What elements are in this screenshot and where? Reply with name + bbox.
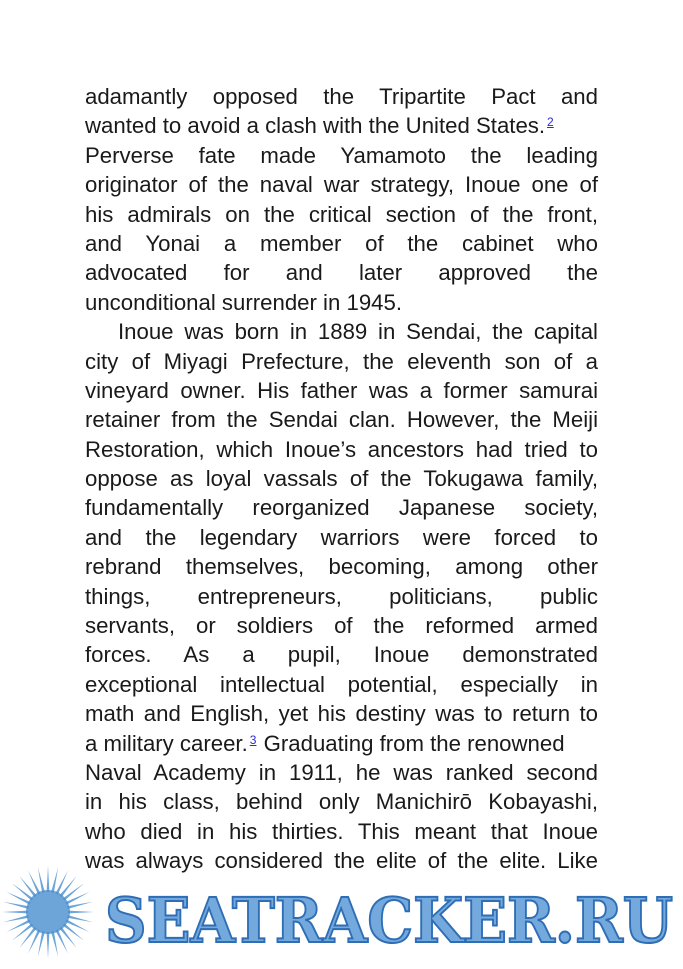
- sun-ray: [68, 911, 94, 914]
- sun-ray: [55, 871, 68, 895]
- text-line: vineyard owner. His father was a former samurai: [85, 377, 598, 403]
- sun-core: [26, 890, 70, 934]
- text-line: [85, 111, 598, 140]
- sun-ray: [65, 892, 89, 905]
- text-line: retainer from the Sendai clan. However, the Meiji: [85, 407, 598, 433]
- sun-ray: [7, 919, 31, 932]
- sun-ray: [28, 871, 41, 895]
- watermark-text: SEATRACKER.RU: [105, 884, 673, 957]
- page-body: [85, 82, 598, 876]
- sun-ray: [63, 883, 84, 900]
- text-line: servants, or soldiers of the reformed armed: [85, 613, 598, 639]
- sun-ray: [3, 915, 29, 922]
- text-line: math and English, yet his destiny was to return to: [85, 701, 598, 727]
- text-line: Perverse fate made Yamamoto the leading: [85, 142, 598, 168]
- text-line: fundamentally reorganized Japanese society,: [85, 495, 598, 521]
- text-line: city of Miyagi Prefecture, the eleventh son of a: [85, 348, 598, 374]
- text-line: [85, 729, 598, 758]
- sun-ray: [28, 929, 41, 953]
- text-line: in his class, behind only Manichirō Kobayashi,: [85, 789, 598, 815]
- sun-ray: [59, 876, 76, 897]
- text-line: and Yonai a member of the cabinet who: [85, 230, 598, 256]
- text-line: and the legendary warriors were forced to: [85, 524, 598, 550]
- text-line: advocated for and later approved the: [85, 260, 598, 286]
- sun-ray: [51, 867, 58, 893]
- text-segment: a military career.: [85, 730, 248, 756]
- sun-burst-icon: [2, 866, 94, 958]
- text-line: Naval Academy in 1911, he was ranked second: [85, 759, 598, 785]
- sun-ray: [2, 911, 28, 914]
- sun-ray: [12, 883, 33, 900]
- sun-ray: [65, 919, 89, 932]
- text-line: Inoue was born in 1889 in Sendai, the capital: [118, 319, 598, 345]
- text-line: forces. As a pupil, Inoue demonstrated: [85, 642, 598, 668]
- sun-ray: [3, 902, 29, 909]
- sun-ray: [38, 867, 45, 893]
- text-line: exceptional intellectual potential, especially in: [85, 671, 598, 697]
- text-line: Restoration, which Inoue’s ancestors had tried to: [85, 436, 598, 462]
- sun-ray: [7, 892, 31, 905]
- sun-ray: [67, 915, 93, 922]
- text-line: rebrand themselves, becoming, among other: [85, 554, 598, 580]
- sun-ray: [67, 902, 93, 909]
- text-line: unconditional surrender in 1945.: [85, 289, 403, 315]
- sun-ray: [19, 927, 36, 948]
- sun-ray: [12, 923, 33, 940]
- sun-ray: [47, 932, 50, 958]
- text-line: was always considered the elite of the elite. Like: [85, 848, 598, 874]
- text-segment: Graduating from the renowned: [263, 730, 565, 756]
- text-line: things, entrepreneurs, politicians, public: [85, 583, 598, 609]
- watermark: [0, 862, 683, 969]
- text-line: who died in his thirties. This meant that Inoue: [85, 818, 598, 844]
- text-line: originator of the naval war strategy, Inoue one of: [85, 172, 598, 198]
- sun-ray: [19, 876, 36, 897]
- sun-ray: [51, 931, 58, 957]
- sun-ray: [63, 923, 84, 940]
- text-segment: wanted to avoid a clash with the United States.: [85, 113, 546, 139]
- text-line: oppose as loyal vassals of the Tokugawa family,: [85, 466, 598, 492]
- text-line: adamantly opposed the Tripartite Pact and: [85, 84, 598, 109]
- footnote-link-2[interactable]: 2: [547, 115, 554, 130]
- sun-ray: [47, 866, 50, 892]
- sun-ray: [38, 931, 45, 957]
- sun-ray: [55, 929, 68, 953]
- sun-ray: [59, 927, 76, 948]
- footnote-link-3[interactable]: 3: [249, 732, 257, 747]
- text-line: his admirals on the critical section of the front,: [85, 201, 598, 227]
